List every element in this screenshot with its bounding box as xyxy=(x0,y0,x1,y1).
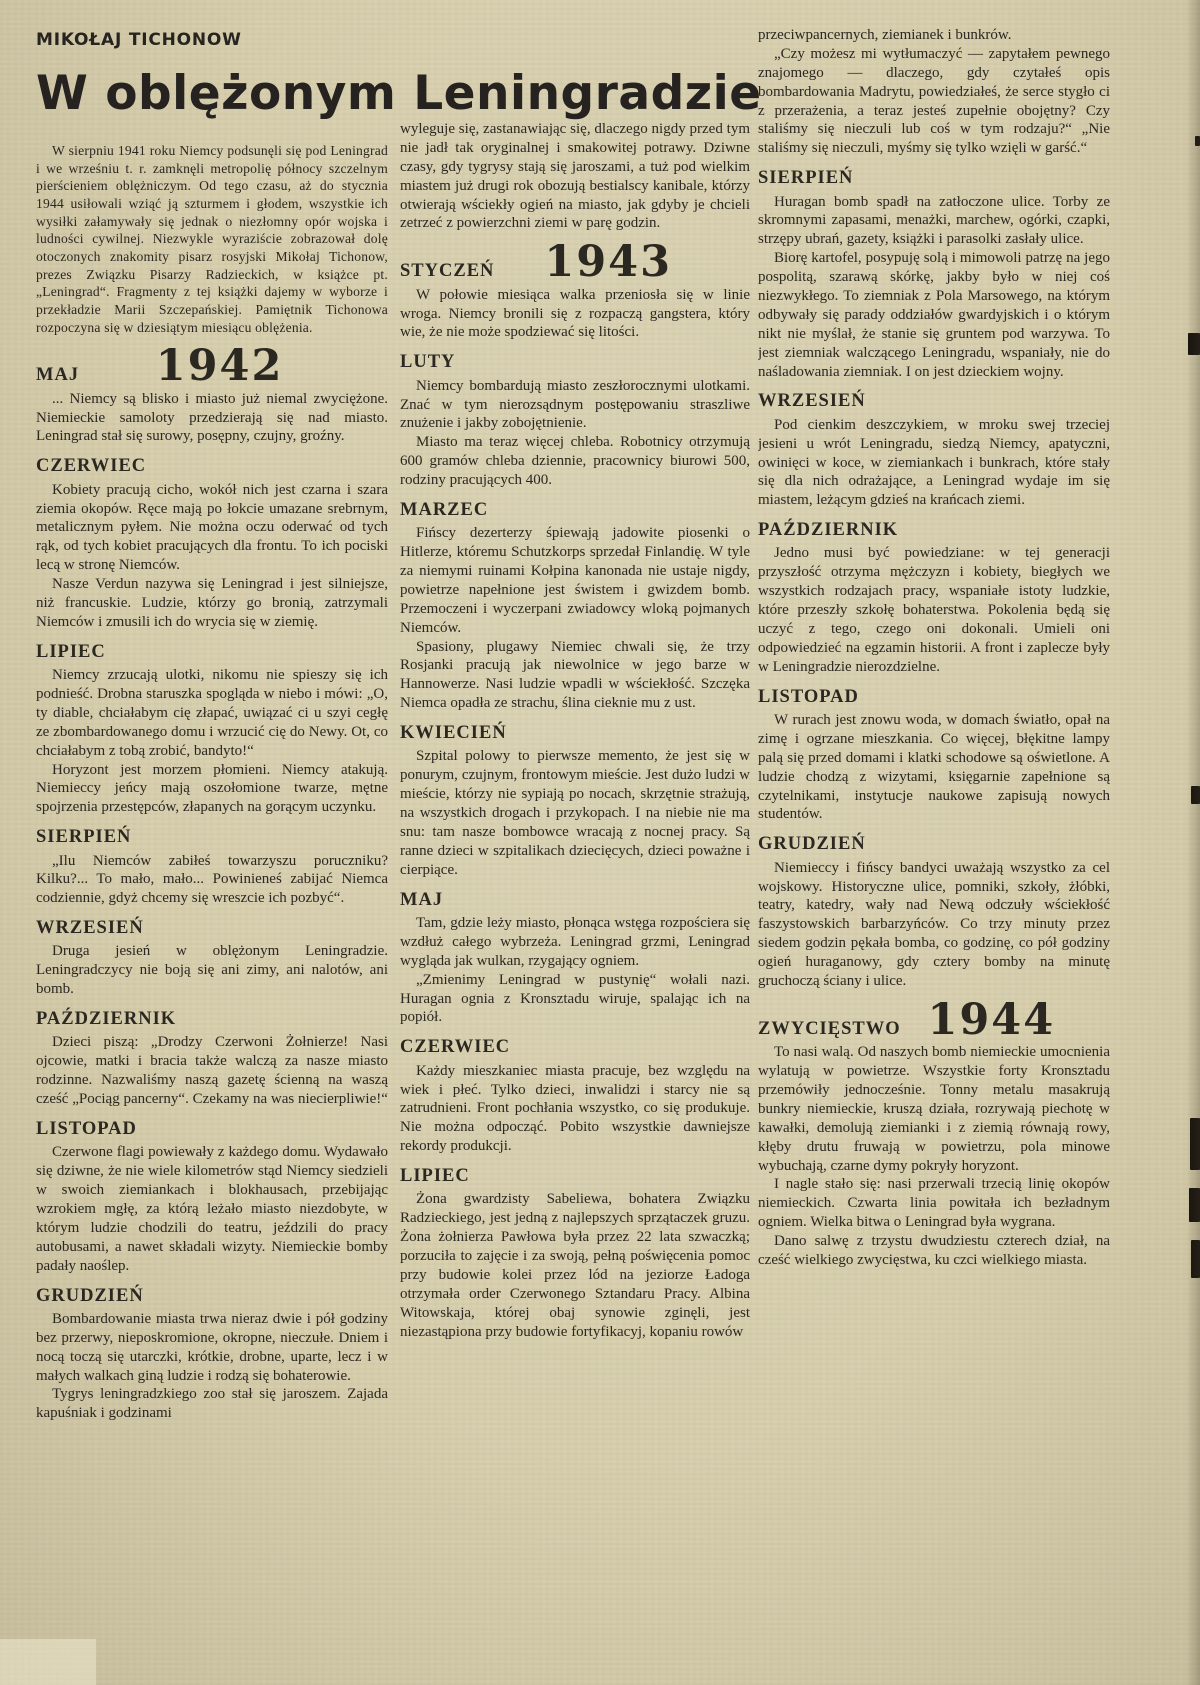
paragraph: Czerwone flagi powiewały z każdego domu. Wydawało się dziwne, że nie wiele kilometrów stąd Niemcy siedzieli w swoich ziemiankach i blokhausach, przebijając wzrokiem mgłę, za którą leżało miasto niezdobyte, w którym ludzie chodzili do teatru, jeździli do pracy autobusami, a nawet składali wizyty. Niemieckie bomby padały naoślep. xyxy=(36,1144,388,1274)
month-heading: PAŹDZIERNIK xyxy=(36,1009,177,1030)
month-heading: GRUDZIEŃ xyxy=(758,834,866,855)
month-heading: MAJ xyxy=(400,889,444,910)
section-heading xyxy=(400,889,750,912)
paragraph: W rurach jest znowu woda, w domach światło, opał na zimę i ogrzane mieszkania. Co więcej, błękitne lampy palą się przed domami i klatki schodowe są oświetlone. A ludzie chodzą z wizytami, księgarnie zapełnione są czytelnikami, instytucje naukowe zapisują nowych studentów. xyxy=(758,712,1110,823)
paragraph: Tam, gdzie leży miasto, płonąca wstęga rozpościera się wzdłuż całego wybrzeża. Leningrad grzmi, Leningrad wygląda jak wulkan, rzygający ogniem. xyxy=(400,914,750,969)
section-heading xyxy=(36,1285,388,1308)
page-title: W oblężonym Leningradzie xyxy=(36,66,762,121)
section-heading xyxy=(758,167,1110,190)
paragraph: „Czy możesz mi wytłumaczyć — zapytałem pewnego znajomego — dlaczego, gdy czytałeś opis bombardowania Madrytu, powiedziałeś, że serce stygło ci z przerażenia, a teraz jesteś zupełnie obojętny? Czy staliśmy się nieczuli lub coś w tym rodzaju?“ „Nie staliśmy się nieczuli, myśmy się tylko wzięli w garść.“ xyxy=(758,45,1110,157)
month-heading: WRZESIEŃ xyxy=(758,391,866,412)
paragraph: I nagle stało się: nasi przerwali trzecią linię okopów niemieckich. Czwarta linia powitała ich bezładnym ogniem. Wielka bitwa o Leningrad była wygrana. xyxy=(758,1176,1110,1231)
paragraph: „Ilu Niemców zabiłeś towarzyszu poruczniku? Kilku?... To mało, mało... Powinieneś zabijać Niemca codziennie, gdyż chcemy się wreszcie ich pozbyć“. xyxy=(36,852,388,907)
paragraph: Horyzont jest morzem płomieni. Niemcy atakują. Niemieccy jeńcy mają oszołomione twarze, mętne spojrzenia przestępców, złapanych na gorącym uczynku. xyxy=(36,761,388,816)
section-heading xyxy=(400,237,750,288)
paragraph: Szpital polowy to pierwsze memento, że jest się w ponurym, czujnym, frontowym mieście. Jest dużo ludzi w mieście, którzy nie sypiają po nocach, skrzętnie strażują, na wszystkich drogach i przykopach. I na niebie nie ma snu: tam nasze bombowce wracają z nocnej pracy. Są ranne dzieci w szpitalikach dziecięcych, dzieci poważne i cierpiące. xyxy=(400,748,750,878)
section-heading xyxy=(36,1118,388,1141)
paragraph: W połowie miesiąca walka przeniosła się w linie wroga. Niemcy bronili się z rozpaczą gangstera, który wie, że nie może spodziewać się litości. xyxy=(400,286,750,341)
paragraph: Niemcy zrzucają ulotki, nikomu nie spieszy się ich podnieść. Drobna staruszka spogląda w niebo i mówi: „O, ty diable, chciałabym cię złapać, uwiązać ci u szyi cegłę ze zbombardowanego domu i wrzucić cię do Newy. Ot, co chciałabym z tobą zrobić, bandyto!“ xyxy=(36,667,388,759)
month-heading: STYCZEŃ xyxy=(400,261,495,282)
section-heading xyxy=(758,833,1110,856)
paragraph: Miasto ma teraz więcej chleba. Robotnicy otrzymują 600 gramów chleba dziennie, pracownicy biurowi 500, rodziny pracujących 400. xyxy=(400,434,750,489)
paragraph: wyleguje się, zastanawiając się, dlaczego nigdy przed tym nie jadł tak oryginalnej i smakowitej potrawy. Dziwne czasy, gdy tygrysy stają się jaroszami, a tuż pod wielkim miastem już drugi rok obozują bestialscy kanibale, którzy otwierają wściekły ogień na miasto, jak gdyby je chcieli zetrzeć z powierzchni ziemi w parę godzin. xyxy=(400,121,750,232)
month-heading: LIPIEC xyxy=(36,641,106,662)
month-heading: WRZESIEŃ xyxy=(36,918,144,939)
section-heading xyxy=(400,722,750,745)
section-heading xyxy=(758,390,1110,413)
section-heading xyxy=(400,1036,750,1059)
month-heading: SIERPIEŃ xyxy=(758,168,854,189)
paragraph: Nasze Verdun nazywa się Leningrad i jest silniejsze, niż francuskie. Ludzie, którzy go bronią, zatrzymali Niemców i zmusili ich do wrycia się w ziemię. xyxy=(36,576,388,630)
paragraph: przeciwpancernych, ziemianek i bunkrów. xyxy=(758,27,1012,43)
scan-mark xyxy=(1190,1118,1200,1170)
month-heading: LISTOPAD xyxy=(36,1119,137,1139)
month-heading: ZWYCIĘSTWO xyxy=(758,1018,901,1039)
column-2 xyxy=(400,120,750,1668)
year-heading: 1943 xyxy=(544,237,673,288)
scan-mark xyxy=(1188,333,1200,355)
year-heading: 1942 xyxy=(155,341,284,392)
section-heading xyxy=(400,499,750,522)
scan-light-patch xyxy=(0,1639,96,1685)
paragraph: Tygrys leningradzkiego zoo stał się jaroszem. Zajada kapuśniak i godzinami xyxy=(36,1386,388,1422)
month-heading: MARZEC xyxy=(400,499,489,520)
paragraph: Pod cienkim deszczykiem, w mroku swej trzeciej jesieni u wrót Leningradu, siedzą Niemcy, apatyczni, owinięci w koce, w ziemiankach i bunkrach, które stały się dla nich odrażające, a Leningrad wydaje im się miastem, leżącym gdzieś na krańcach ziemi. xyxy=(758,416,1110,509)
month-heading: LIPIEC xyxy=(400,1166,470,1187)
month-heading: GRUDZIEŃ xyxy=(36,1285,144,1306)
section-heading xyxy=(36,455,388,478)
month-heading: PAŹDZIERNIK xyxy=(758,520,899,541)
author-name: MIKOŁAJ TICHONOW xyxy=(36,30,242,50)
paragraph: Dano salwę z trzystu dwudziestu czterech dział, na cześć wielkiego zwycięstwa, ku czci wielkiego miasta. xyxy=(758,1233,1110,1268)
paragraph: ... Niemcy są blisko i miasto już niemal zwyciężone. Niemieckie samoloty przedzierają się nad miasto. Leningrad stał się surowy, posępny, czujny, groźny. xyxy=(36,390,388,445)
month-heading: CZERWIEC xyxy=(400,1037,511,1058)
paragraph: Fińscy dezerterzy śpiewają jadowite piosenki o Hitlerze, któremu Schutzkorps sprzedał Finlandię. W tyle za niemymi ruinami Kołpina kanonada nie ustaje nigdy, powietrze napełnione jest świstem i gwizdem bomb. Przemoczeni i wyczerpani zwiadowcy wloką pojmanych Niemców. xyxy=(400,525,750,636)
section-heading xyxy=(36,826,388,849)
paragraph: Huragan bomb spadł na zatłoczone ulice. Torby ze skromnymi zapasami, menażki, marchew, ogórki, czapki, strzępy ubrań, gazety, książki i parasolki zasłały ulice. xyxy=(758,193,1110,248)
column-1 xyxy=(36,142,388,1667)
intro-paragraph: W sierpniu 1941 roku Niemcy podsunęli się pod Leningrad i we wrześniu t. r. zamknęli metropolię północy szczelnym pierścieniem oblężniczym. Od tego czasu, aż do stycznia 1944 usiłowali wziąć ją szturmem i głodem, wszystkie ich wysiłki załamywały się jednak o niezłomny opór wojska i ludności cywilnej. Niezwykle wyraziście zobrazował dolę otoczonych znakomity pisarz rosyjski Mikołaj Tichonow, prezes Związku Pisarzy Radzieckich, w książce pt. „Leningrad“. Fragmenty z tej książki dajemy w wyborze i przekładzie Marii Szczepańskiej. Pamiętnik Tichonowa rozpoczyna się w dziesiątym miesiącu oblężenia. xyxy=(36,143,388,335)
section-heading xyxy=(758,686,1110,709)
section-heading xyxy=(758,519,1110,542)
month-heading: LISTOPAD xyxy=(758,686,859,707)
paragraph: Druga jesień w oblężonym Leningradzie. Leningradczycy nie boją się ani zimy, ani nalotów, ani bomb. xyxy=(36,943,388,998)
section-heading xyxy=(400,1165,750,1188)
paragraph: Spasiony, plugawy Niemiec chwali się, że trzy Rosjanki pracują jak niewolnice w jego barze w Hannowerze. Nasi ludzie wpadli w wściekłość. Szczęka Niemca opadła ze strachu, ślina cieknie mu z ust. xyxy=(400,638,750,712)
month-heading: CZERWIEC xyxy=(36,456,147,477)
section-heading xyxy=(36,641,388,664)
scan-mark xyxy=(1189,1188,1200,1222)
scan-mark xyxy=(1191,1240,1200,1278)
section-heading xyxy=(758,994,1110,1045)
month-heading: KWIECIEŃ xyxy=(400,723,507,744)
paragraph: Jedno musi być powiedziane: w tej generacji przyszłość otrzyma mężczyzn i kobiety, biegłych we wszystkich rodzajach pracy, wspaniałe istoty ludzkie, które przeszły szkołę bohaterstwa. Pokolenia będą się uczyć z tego, czego oni dokonali. Umieli oni odpowiedzieć na egzamin historii. A front i zaplecze były w Leningradzie nierozdzielne. xyxy=(758,545,1110,675)
section-heading xyxy=(36,1008,388,1031)
paragraph: Niemieccy i fińscy bandyci uważają wszystko za cel wojskowy. Historyczne ulice, pomniki, szkoły, żłóbki, teatry, katedry, wały nad Newą odczuły wściekłość faszystowskich barbarzyńców. Co trzy minuty przez siedem godzin pękała bomba, co godzinę, co pół godziny ogień huraganowy, gdy cztery bomby na minutę gruchoczą ściany i ulice. xyxy=(758,859,1110,989)
paragraph: Dzieci piszą: „Drodzy Czerwoni Żołnierze! Nasi ojcowie, matki i bracia także walczą za nasze miasto rodzinne. Nazwaliśmy naszą gazetę ścienną na waszą cześć „Pociąg pancerny“. Czekamy na was niecierpliwie!“ xyxy=(36,1034,388,1108)
section-heading xyxy=(36,341,388,392)
scan-mark xyxy=(1195,136,1200,146)
paragraph: Niemcy bombardują miasto zeszłorocznymi ulotkami. Znać w tym nierozsądnym postępowaniu straszliwe znużenie i jakby zobojętnienie. xyxy=(400,377,750,432)
section-heading xyxy=(36,917,388,940)
paragraph: Każdy mieszkaniec miasta pracuje, bez względu na wiek i płeć. Tylko dzieci, inwalidzi i starcy nie są zatrudnieni. Front pochłania wszystko, co się produkuje. Nie można odpocząć. Pobito wszystkie dawniejsze rekordy produkcji. xyxy=(400,1062,750,1155)
paragraph: Żona gwardzisty Sabeliewa, bohatera Związku Radzieckiego, jest jedną z najlepszych sprzątaczek gruzu. Żona żołnierza Pawłowa była przez 22 lata szwaczką; porzuciła to zajęcie i za swoją, pełną poświęcenia pomoc przy budowie kolei przez lód na jeziorze Ładoga otrzymała order Czerwonego Sztandaru Pracy. Albina Witowskaja, której obaj synowie zginęli, jest niezastąpiona przy budowie fortyfikacyj, kopaniu rowów xyxy=(400,1191,750,1340)
paragraph: To nasi walą. Od naszych bomb niemieckie umocnienia wylatują w powietrze. Wszystkie forty Kronsztadu przemówiły jednocześnie. Tonny metalu masakrują bunkry niemieckie, kruszą działa, rozrywają piechotę w kawałki, demolują ziemianki i z ziemią równają rowy, kłęby drutu fruwają w powietrzu, pola minowe wybuchają, czarne dymy pokryły horyzont. xyxy=(758,1044,1110,1174)
paragraph: Kobiety pracują cicho, wokół nich jest czarna i szara ziemia okopów. Ręce mają po łokcie umazane srebrnym, metalicznym pyłem. Nie można oczu oderwać od tych rąk, od tych kobiet pracujących dla frontu. To ich pociski lecą w stronę Niemców. xyxy=(36,481,388,574)
article-header xyxy=(36,30,762,121)
month-heading: SIERPIEŃ xyxy=(36,827,132,848)
section-heading xyxy=(400,351,750,374)
paragraph: Bombardowanie miasta trwa nieraz dwie i pół godziny bez przerwy, nieposkromione, okropne, nieczułe. Dniem i nocą toczą się utarczki, krótkie, drobne, uparte, lecz i w małych walkach giną ludzie i rodzą się bohaterowie. xyxy=(36,1310,388,1384)
paragraph: Biorę kartofel, posypuję solą i mimowoli patrzę na jego pospolitą, szarawą skórkę, jakby było w niej coś niezwykłego. To ziemniak z Pola Marsowego, na którym odbywały się parady oddziałów gwardyjskich i o którym nikt nie myślał, że stanie się gruntem pod warzywa. To jest ziemniak walczącego Leningradu, wspaniały, nie do naśladowania ziemniak. I on jest dzieckiem wojny. xyxy=(758,250,1110,380)
month-heading: MAJ xyxy=(36,365,80,386)
month-heading: LUTY xyxy=(400,352,456,373)
year-heading: 1944 xyxy=(927,994,1056,1045)
scan-mark xyxy=(1191,786,1200,804)
paragraph: „Zmienimy Leningrad w pustynię“ wołali nazi. Huragan ognia z Kronsztadu wiruje, spalając ich na popiół. xyxy=(400,971,750,1026)
column-3 xyxy=(758,26,1110,1668)
